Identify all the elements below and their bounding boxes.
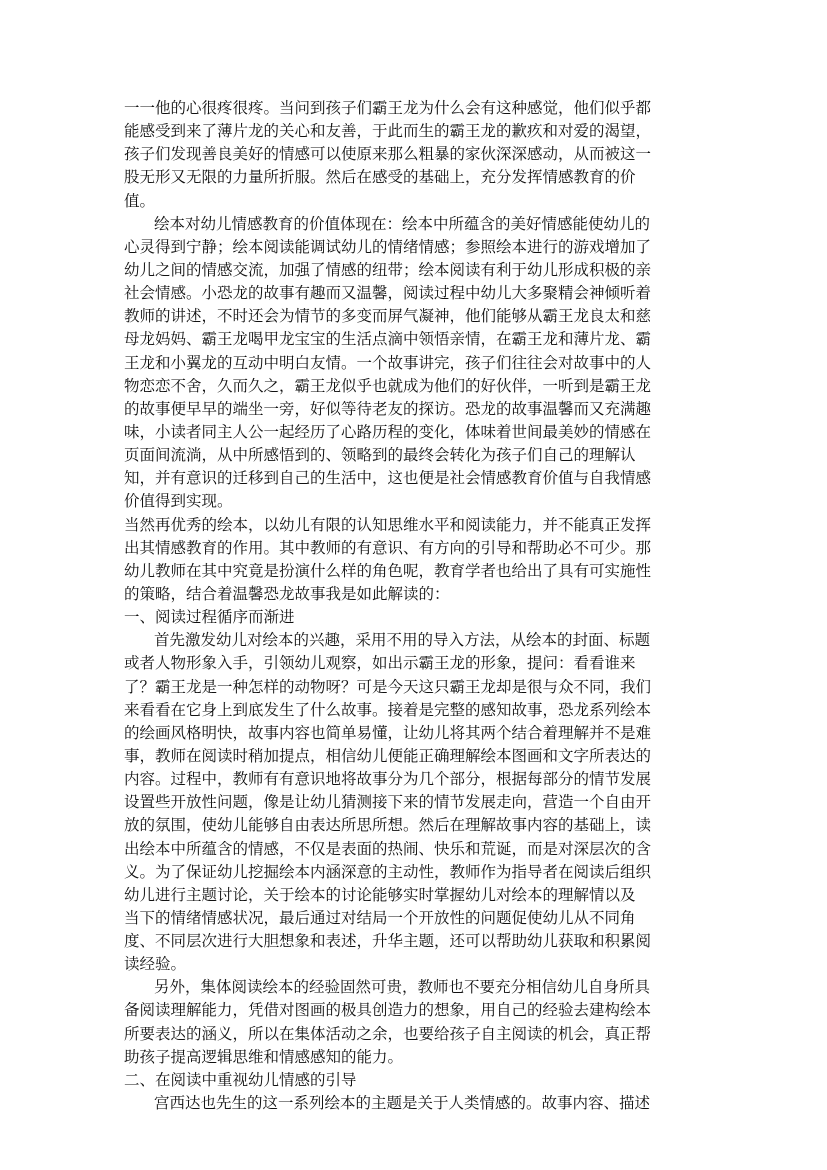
paragraph-line: 孩子们发现善良美好的情感可以使原来那么粗暴的家伙深深感动，从而被这一 — [124, 145, 652, 164]
paragraph-line: 义。为了保证幼儿挖掘绘本内涵深意的主动性，教师作为指导者在阅读后组织 — [124, 862, 652, 881]
paragraph-line: 味，小读者同主人公一起经历了心路历程的变化，体味着世间最美妙的情感在 — [124, 422, 652, 441]
paragraph-line: 的策略，结合着温馨恐龙故事我是如此解读的： — [124, 584, 450, 603]
paragraph-line: 备阅读理解能力，凭借对图画的极具创造力的想象，用自己的经验去建构绘本 — [124, 1001, 652, 1020]
paragraph-line: 一一他的心很疼很疼。当问到孩子们霸王龙为什么会有这种感觉，他们似乎都 — [124, 99, 652, 117]
paragraph-line: 页面间流淌，从中所感悟到的、领略到的最终会转化为孩子们自己的理解认 — [124, 446, 636, 465]
paragraph-line: 或者人物形象入手，引领幼儿观察，如出示霸王龙的形象，提问：看看谁来 — [124, 654, 636, 673]
paragraph-line: 股无形又无限的力量所折服。然后在感受的基础上，充分发挥情感教育的价 — [124, 168, 636, 187]
paragraph-line: 价值得到实现。 — [124, 492, 233, 511]
paragraph-line: 当然再优秀的绘本，以幼儿有限的认知思维水平和阅读能力，并不能真正发挥 — [124, 515, 652, 534]
paragraph-line: 出其情感教育的作用。其中教师的有意识、有方向的引导和帮助必不可少。那 — [124, 538, 652, 557]
paragraph-line: 母龙妈妈、霸王龙喝甲龙宝宝的生活点滴中领悟亲情，在霸王龙和薄片龙、霸 — [124, 330, 652, 349]
section-heading: 一、阅读过程循序而渐进 — [124, 608, 295, 627]
paragraph-line: 度、不同层次进行大胆想象和表述，升华主题，还可以帮助幼儿获取和积累阅 — [124, 932, 652, 951]
paragraph-line: 来看看在它身上到底发生了什么故事。接着是完整的感知故事，恐龙系列绘本 — [124, 700, 652, 719]
paragraph-line: 知，并有意识的迁移到自己的生活中，这也便是社会情感教育价值与自我情感 — [124, 469, 652, 488]
paragraph-line: 首先激发幼儿对绘本的兴趣，采用不用的导入方法，从绘本的封面、标题 — [154, 631, 651, 650]
paragraph-line: 值。 — [124, 191, 156, 210]
paragraph-line: 社会情感。小恐龙的故事有趣而又温馨，阅读过程中幼儿大多聚精会神倾听着 — [124, 284, 652, 303]
paragraph-line: 事，教师在阅读时稍加提点，相信幼儿便能正确理解绘本图画和文字所表达的 — [124, 746, 652, 765]
paragraph-line: 的故事便早早的端坐一旁，好似等待老友的探访。恐龙的故事温馨而又充满趣 — [124, 399, 652, 418]
paragraph-line: 宫西达也先生的这一系列绘本的主题是关于人类情感的。故事内容、描述 — [154, 1094, 651, 1113]
paragraph-line: 助孩子提高逻辑思维和情感感知的能力。 — [124, 1047, 404, 1066]
paragraph-line: 放的氛围，使幼儿能够自由表达所思所想。然后在理解故事内容的基础上，读 — [124, 816, 652, 835]
paragraph-line: 另外，集体阅读绘本的经验固然可贵，教师也不要充分相信幼儿自身所具 — [154, 978, 651, 997]
section-heading: 二、在阅读中重视幼儿情感的引导 — [124, 1070, 357, 1089]
paragraph-line: 读经验。 — [124, 955, 187, 974]
paragraph-line: 能感受到来了薄片龙的关心和友善，于此而生的霸王龙的歉疚和对爱的渴望， — [124, 122, 652, 141]
document-body — [124, 97, 684, 1115]
paragraph-line: 的绘画风格明快，故事内容也简单易懂，让幼儿将其两个结合着理解并不是难 — [124, 723, 652, 742]
paragraph-line: 内容。过程中，教师有有意识地将故事分为几个部分，根据每部分的情节发展 — [124, 770, 652, 789]
paragraph-line: 出绘本中所蕴含的情感，不仅是表面的热闹、快乐和荒诞，而是对深层次的含 — [124, 839, 652, 858]
paragraph-line: 设置些开放性问题，像是让幼儿猜测接下来的情节发展走向，营造一个自由开 — [124, 793, 652, 812]
paragraph-line: 幼儿之间的情感交流，加强了情感的纽带；绘本阅读有利于幼儿形成积极的亲 — [124, 260, 652, 279]
paragraph-line: 当下的情绪情感状况，最后通过对结局一个开放性的问题促使幼儿从不同角 — [124, 908, 636, 927]
paragraph-line: 绘本对幼儿情感教育的价值体现在：绘本中所蕴含的美好情感能使幼儿的 — [154, 214, 651, 233]
paragraph-line: 所要表达的涵义，所以在集体活动之余，也要给孩子自主阅读的机会，真正帮 — [124, 1024, 652, 1043]
paragraph-line: 教师的讲述，不时还会为情节的多变而屏气凝神，他们能够从霸王龙良太和慈 — [124, 307, 652, 326]
paragraph-line: 幼儿进行主题讨论，关于绘本的讨论能够实时掌握幼儿对绘本的理解情以及 — [124, 885, 636, 904]
paragraph-line: 王龙和小翼龙的互动中明白友情。一个故事讲完，孩子们往往会对故事中的人 — [124, 353, 652, 372]
paragraph-line: 物恋恋不舍，久而久之，霸王龙似乎也就成为他们的好伙伴，一听到是霸王龙 — [124, 376, 652, 395]
paragraph-line: 幼儿教师在其中究竟是扮演什么样的角色呢，教育学者也给出了具有可实施性 — [124, 561, 652, 580]
paragraph-line: 了？霸王龙是一种怎样的动物呀？可是今天这只霸王龙却是很与众不同，我们 — [124, 677, 652, 696]
paragraph-line: 心灵得到宁静；绘本阅读能调试幼儿的情绪情感；参照绘本进行的游戏增加了 — [124, 237, 652, 256]
